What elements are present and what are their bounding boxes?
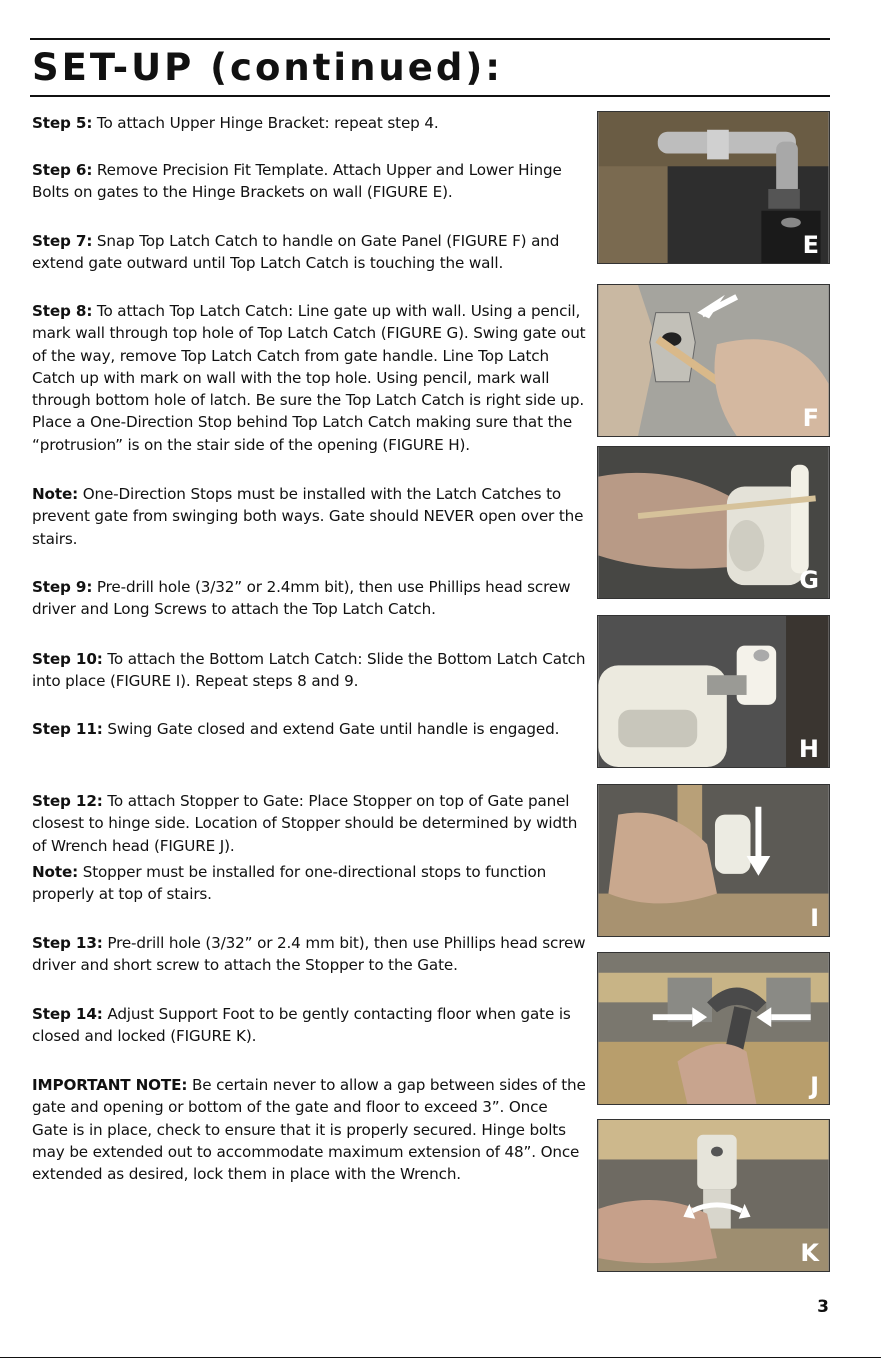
step-12 (32, 790, 587, 857)
figure-h (597, 615, 830, 768)
note-one-direction (32, 483, 587, 550)
step-6 (32, 159, 587, 204)
step-label: Step 10: (32, 650, 103, 668)
figure-letter: K (800, 1239, 819, 1267)
important-text: Be certain never to allow a gap between sides of the gate and opening or bottom of the gate and floor to exceed 3”. Once Gate is in place, check to ensure that it is properly secured. Hinge bolts may be extended out to accommodate maximum extension of 48”. Once extended as desired, lock them in place with the Wrench. (32, 1076, 586, 1184)
latch-pencil-photo-icon (598, 285, 829, 436)
step-text: Swing Gate closed and extend Gate until handle is engaged. (102, 720, 560, 738)
figure-letter: I (810, 904, 819, 932)
figure-letter: H (798, 735, 819, 763)
step-text: To attach the Bottom Latch Catch: Slide the Bottom Latch Catch into place (FIGURE I). Repeat steps 8 and 9. (32, 650, 586, 691)
figure-f (597, 284, 830, 437)
step-label: Step 8: (32, 302, 93, 320)
step-text: To attach Upper Hinge Bracket: repeat step 4. (92, 114, 439, 132)
bottom-latch-photo-icon (598, 785, 829, 936)
latch-handle-photo-icon (598, 447, 829, 598)
figure-letter: J (810, 1072, 819, 1100)
step-label: Step 12: (32, 792, 103, 810)
one-direction-stop-photo-icon (598, 616, 829, 767)
step-14 (32, 1003, 587, 1048)
figure-i (597, 784, 830, 937)
support-foot-photo-icon (598, 1120, 829, 1271)
step-text: Snap Top Latch Catch to handle on Gate Panel (FIGURE F) and extend gate outward until Top Latch Catch is touching the wall. (32, 232, 560, 273)
figure-j (597, 952, 830, 1105)
step-label: Step 11: (32, 720, 103, 738)
step-label: Step 14: (32, 1005, 103, 1023)
step-label: Step 6: (32, 161, 93, 179)
step-7 (32, 230, 587, 275)
step-label: Step 5: (32, 114, 93, 132)
step-10 (32, 648, 587, 693)
step-13 (32, 932, 587, 977)
figure-letter: E (802, 231, 819, 259)
page-title: SET-UP (continued): (32, 46, 504, 89)
step-label: Step 13: (32, 934, 103, 952)
step-text: Pre-drill hole (3/32” or 2.4mm bit), then use Phillips head screw driver and Long Screws to attach the Top Latch Catch. (32, 578, 571, 619)
note-text: One-Direction Stops must be installed with the Latch Catches to prevent gate from swinging both ways. Gate should NEVER open over the stairs. (32, 485, 584, 548)
figure-k (597, 1119, 830, 1272)
header-rule-bottom (30, 95, 830, 97)
step-5 (32, 112, 587, 134)
step-label: Step 7: (32, 232, 93, 250)
note-text: Stopper must be installed for one-directional stops to function properly at top of stairs. (32, 863, 547, 904)
wrench-stopper-photo-icon (598, 953, 829, 1104)
step-text: Pre-drill hole (3/32” or 2.4 mm bit), then use Phillips head screw driver and short screw to attach the Stopper to the Gate. (32, 934, 586, 975)
figure-e (597, 111, 830, 264)
note-label: Note: (32, 863, 79, 881)
important-note (32, 1074, 587, 1185)
step-label: Step 9: (32, 578, 93, 596)
important-label: IMPORTANT NOTE: (32, 1076, 188, 1094)
hinge-bolt-photo-icon (598, 112, 829, 263)
figure-letter: G (799, 566, 819, 594)
step-text: Remove Precision Fit Template. Attach Upper and Lower Hinge Bolts on gates to the Hinge Brackets on wall (FIGURE E). (32, 161, 562, 202)
note-label: Note: (32, 485, 79, 503)
step-11 (32, 718, 587, 740)
figure-letter: F (802, 404, 819, 432)
step-8 (32, 300, 587, 456)
page-number: 3 (817, 1297, 829, 1317)
step-text: To attach Top Latch Catch: Line gate up with wall. Using a pencil, mark wall through top hole of Top Latch Catch (FIGURE G). Swing gate out of the way, remove Top Latch Catch from gate handle. Line Top Latch Catch up with mark on wall with the top hole. Using pencil, mark wall through bottom hole of latch. Be sure the Top Latch Catch is right side up. Place a One-Direction Stop behind Top Latch Catch making sure that the “protrusion” is on the stair side of the opening (FIGURE H). (32, 302, 586, 454)
step-text: Adjust Support Foot to be gently contacting floor when gate is closed and locked (FIGURE K). (32, 1005, 571, 1046)
header-rule-top (30, 38, 830, 40)
step-9 (32, 576, 587, 621)
note-stopper (32, 861, 587, 906)
figure-g (597, 446, 830, 599)
footer-rule (0, 1357, 881, 1358)
step-text: To attach Stopper to Gate: Place Stopper on top of Gate panel closest to hinge side. Location of Stopper should be determined by width of Wrench head (FIGURE J). (32, 792, 578, 855)
